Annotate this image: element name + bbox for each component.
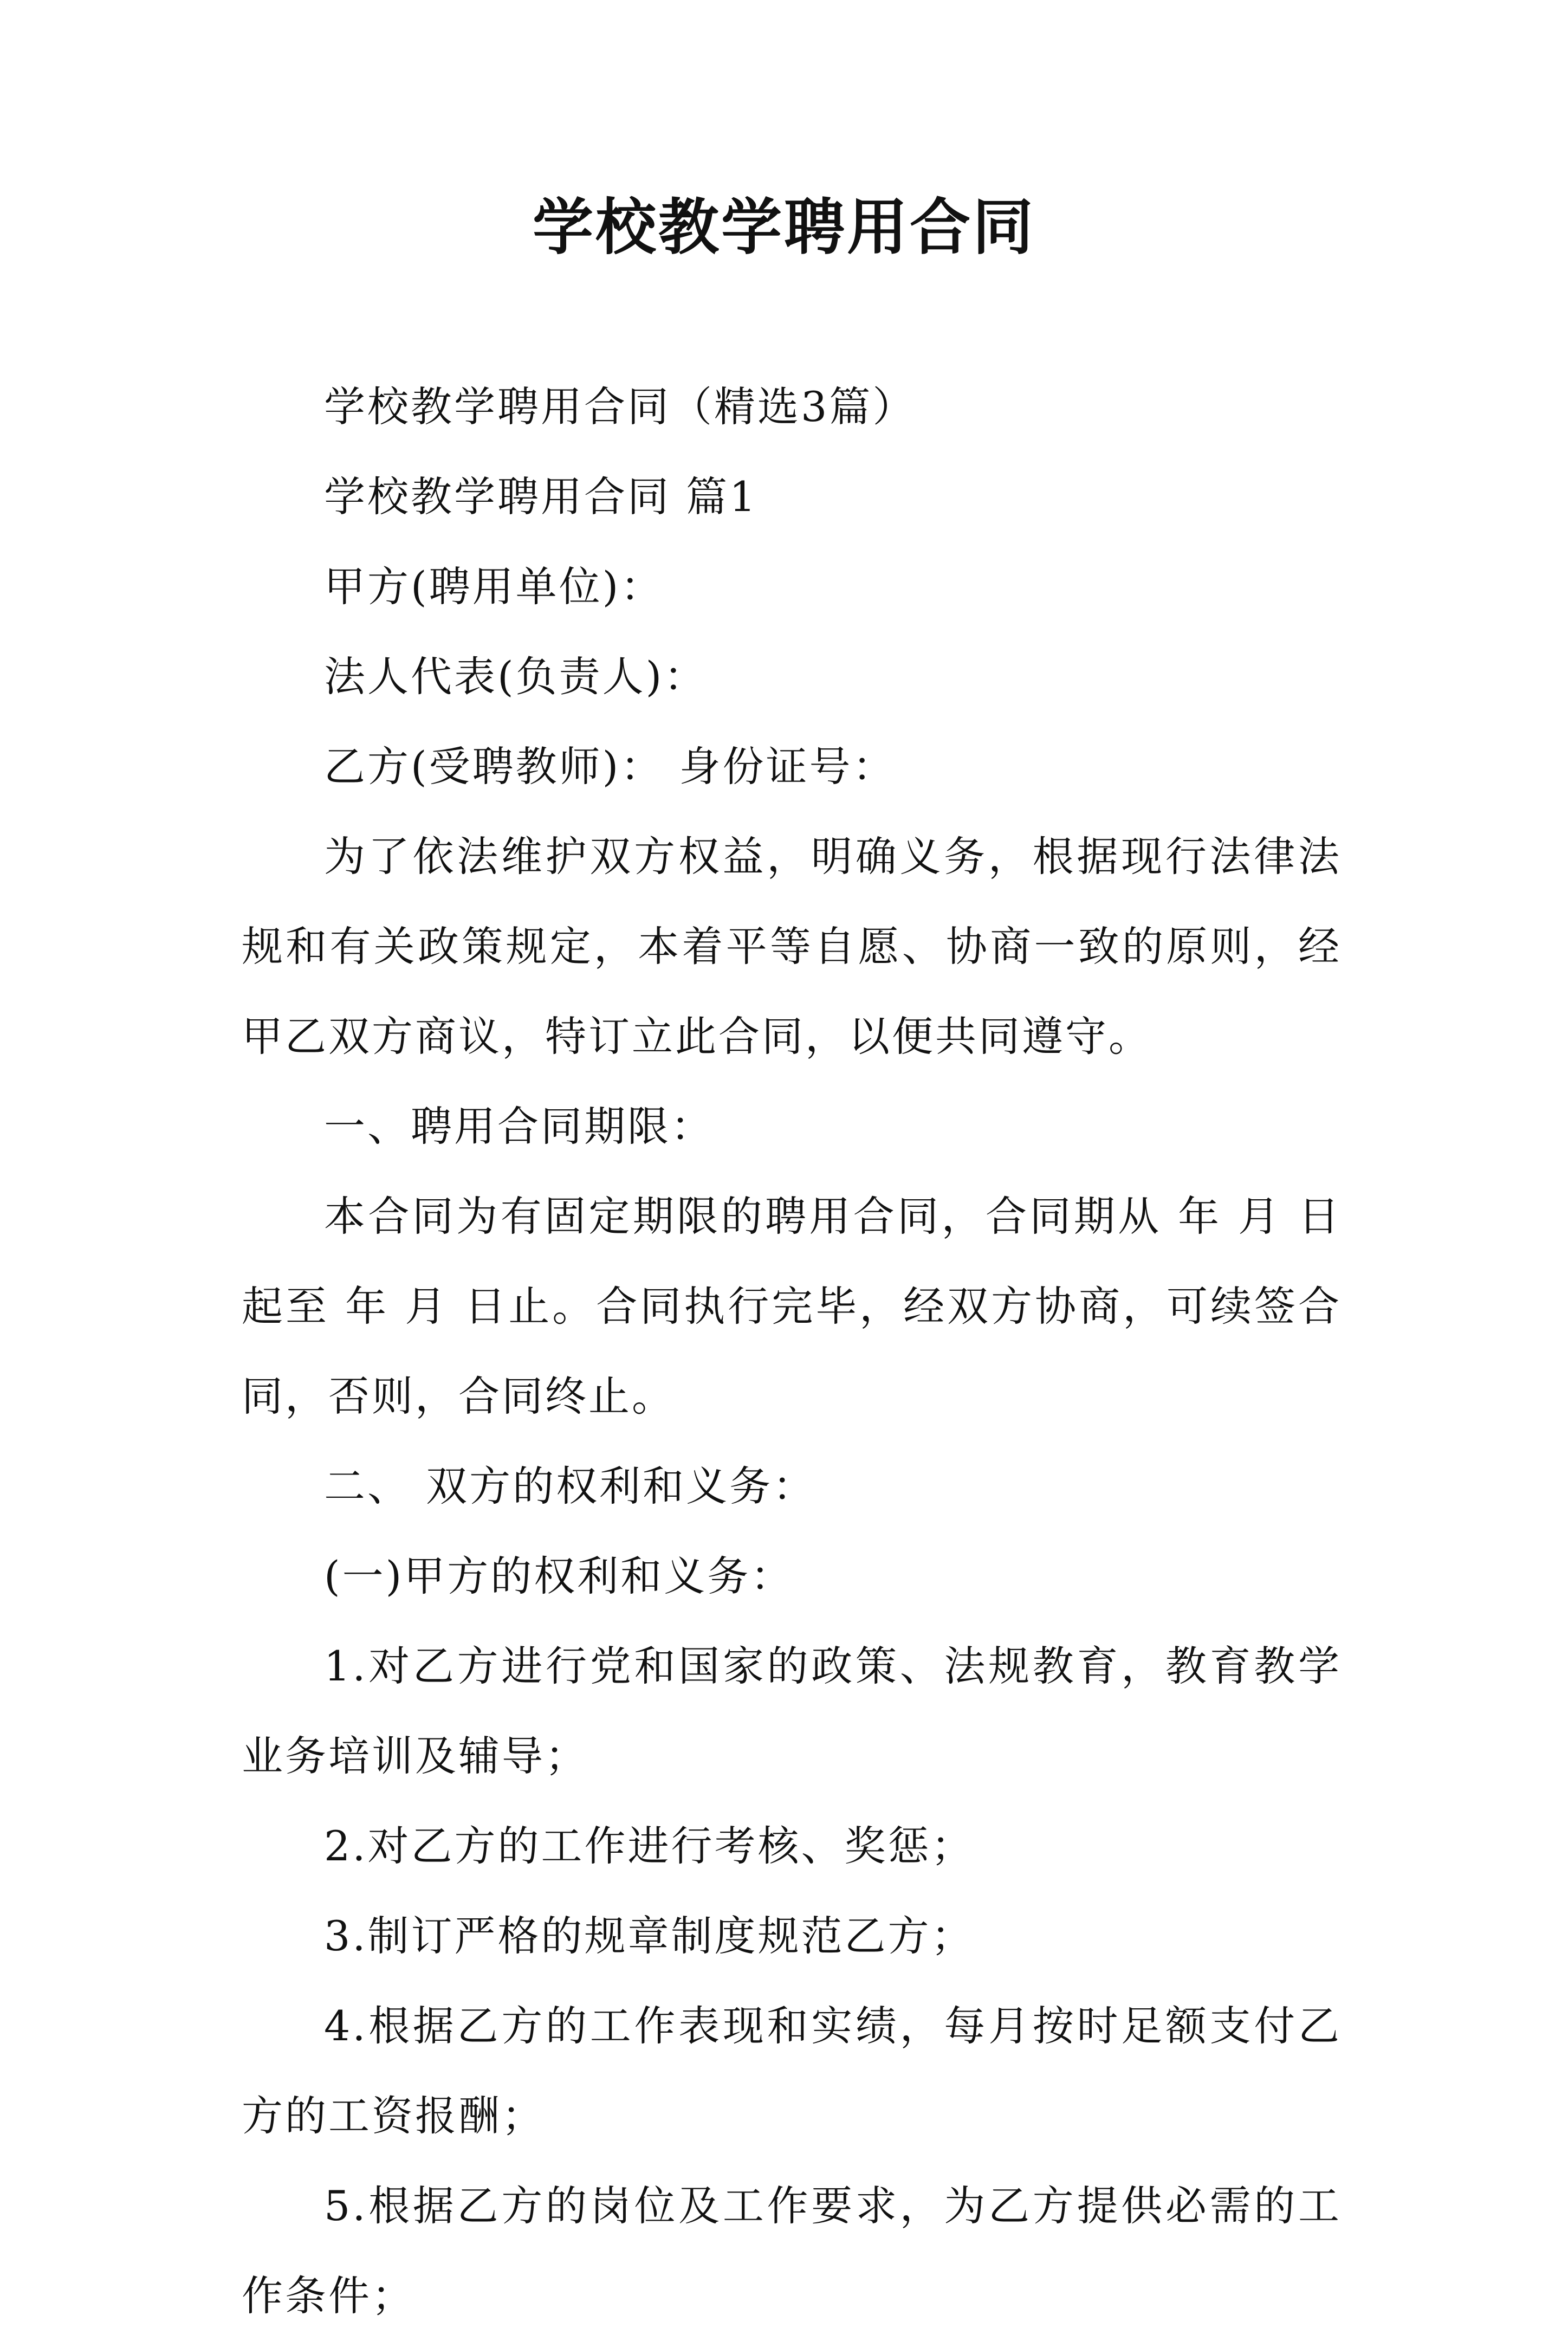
document-title: 学校教学聘用合同 (533, 192, 1035, 263)
list-item: 3.制订严格的规章制度规范乙方； (324, 1912, 975, 1960)
list-item: 4.根据乙方的工作表现和实绩，每月按时足额支付乙方的工资报酬； (242, 2002, 1342, 2140)
section-heading-term: 一、聘用合同期限： (324, 1102, 714, 1150)
paragraph-party-b: 乙方(受聘教师)： 身份证号： (324, 742, 896, 791)
list-item: 1.对乙方进行党和国家的政策、法规教育，教育教学业务培训及辅导； (242, 1642, 1342, 1780)
list-item: 5.根据乙方的岗位及工作要求，为乙方提供必需的工作条件； (242, 2182, 1342, 2320)
document-body (242, 362, 1342, 2341)
subsection-heading-party-a: (一)甲方的权利和义务： (324, 1552, 794, 1600)
section-heading-rights: 二、 双方的权利和义务： (324, 1462, 817, 1510)
paragraph-part-heading: 学校教学聘用合同 篇1 (324, 473, 758, 521)
paragraph-preamble: 为了依法维护双方权益，明确义务，根据现行法律法规和有关政策规定，本着平等自愿、协商一致的原则，经甲乙双方商议，特订立此合同，以便共同遵守。 (242, 832, 1342, 1060)
paragraph-subtitle: 学校教学聘用合同（精选3篇） (324, 383, 916, 431)
paragraph-term: 本合同为有固定期限的聘用合同，合同期从 年 月 日起至 年 月 日止。合同执行完毕，经双方协商，可续签合同，否则，合同终止。 (242, 1192, 1342, 1420)
list-item: 2.对乙方的工作进行考核、奖惩； (324, 1822, 975, 1870)
paragraph-legal-representative: 法人代表(负责人)： (324, 652, 708, 701)
paragraph-party-a: 甲方(聘用单位)： (324, 562, 664, 611)
